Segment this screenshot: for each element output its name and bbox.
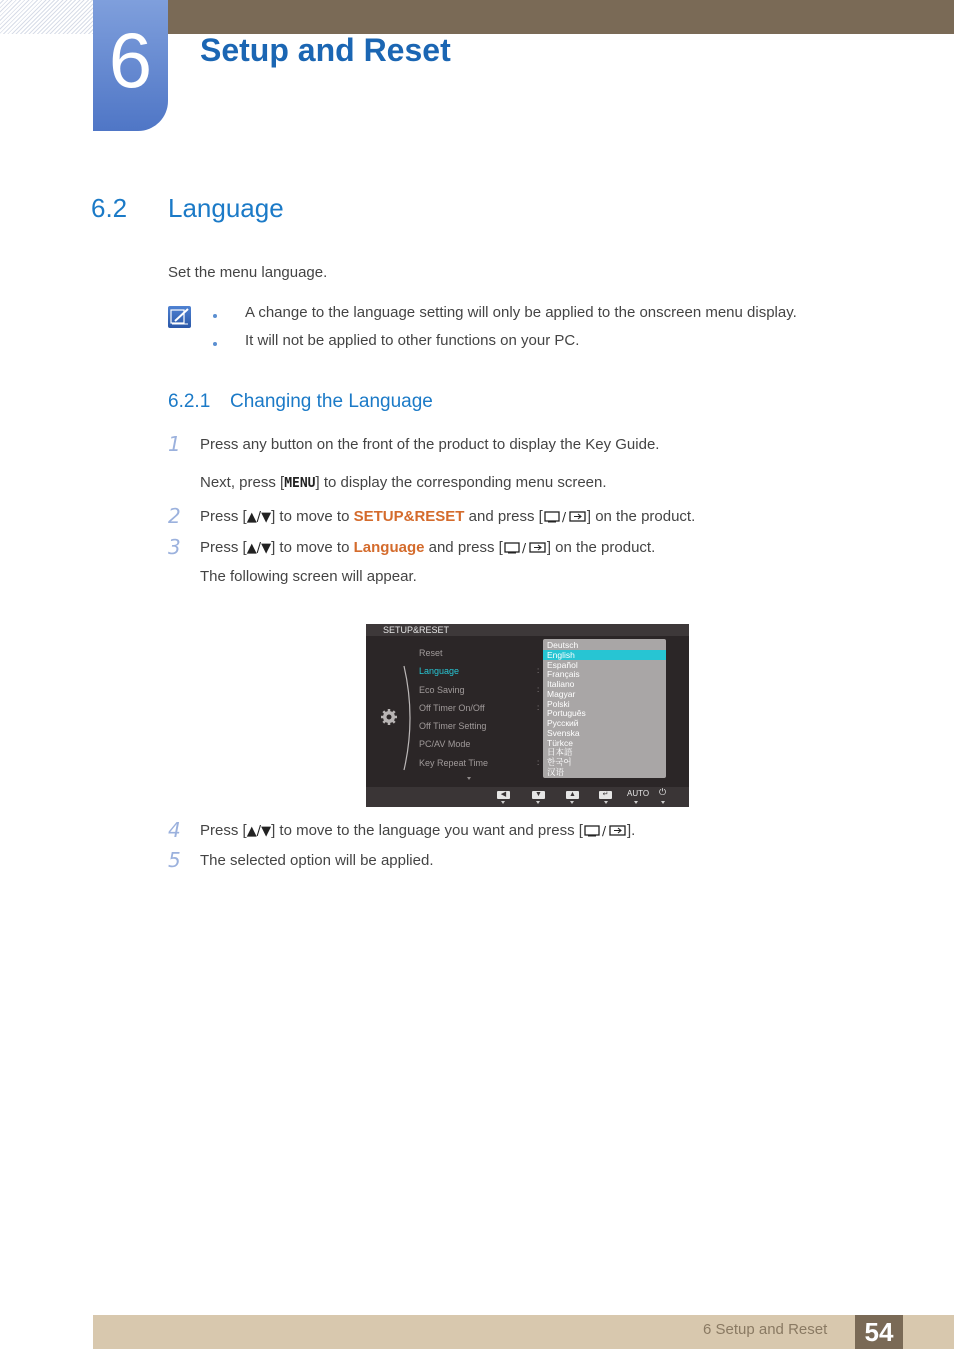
step-text: The selected option will be applied. [200,852,434,869]
step-number: 1 [168,432,181,456]
source-enter-button-icon [583,824,627,842]
chapter-title: Setup and Reset [200,32,451,68]
osd-menu-item-pc-av-mode[interactable]: PC/AV Mode [419,739,471,749]
subsection-title: Changing the Language [230,391,433,412]
osd-menu-item-language[interactable]: Language [419,666,460,676]
step-number: 5 [168,848,181,872]
language-option[interactable]: Español [547,660,578,670]
svg-text:/: / [601,824,606,838]
step-text [200,508,695,528]
step-number: 4 [168,818,181,842]
menu-key-label: MENU [284,476,316,491]
language-option[interactable]: 汉语 [547,767,565,777]
gear-icon [380,708,398,731]
up-down-arrow-icon: ▲/▼ [246,510,272,525]
language-option[interactable]: Italiano [547,679,575,689]
footer-chapter-label: 6 Setup and Reset [703,1321,828,1338]
note-item: A change to the language setting will only be applied to the onscreen menu display. [245,304,797,321]
step-text [200,822,635,842]
language-option[interactable]: Deutsch [547,640,579,650]
text-fragment: ] to display the corresponding menu screen. [315,474,607,491]
text-fragment: ] to move to the language you want and press [ [271,822,583,839]
page-number: 54 [855,1315,903,1349]
language-option[interactable]: Português [547,708,586,718]
language-option[interactable]: 한국어 [547,757,572,767]
auto-button[interactable]: AUTO [627,789,650,798]
bullet-dot [213,314,217,318]
language-option[interactable]: 日本語 [547,747,573,757]
text-fragment: and press [ [464,508,543,525]
text-fragment: Press [ [200,508,247,525]
text-fragment: ] to move to [271,508,354,525]
chapter-number: 6 [108,16,153,104]
language-option[interactable]: Magyar [547,689,576,699]
up-down-arrow-icon: ▲/▼ [246,824,272,839]
text-fragment: Press [ [200,539,247,556]
osd-separator: : [537,685,540,694]
text-fragment: ] on the product. [546,539,656,556]
step-text [200,539,655,559]
osd-menu-item-reset[interactable]: Reset [419,648,443,658]
language-option[interactable]: Svenska [547,728,580,738]
step-number: 3 [168,535,181,559]
language-option[interactable]: Polski [547,699,570,709]
svg-text:/: / [561,510,566,524]
note-item: It will not be applied to other functions on your PC. [245,332,580,349]
bullet-dot [213,342,217,346]
language-option[interactable]: Français [547,669,580,679]
osd-screenshot [366,624,689,807]
button-marker [570,801,574,804]
osd-separator: : [537,758,540,767]
chapter-number-tab [93,0,168,131]
text-fragment: ]. [626,822,636,839]
language-option[interactable]: Русский [547,718,579,728]
left-button-icon[interactable]: ◀ [497,791,510,799]
source-enter-button-icon [503,541,547,559]
button-marker [634,801,638,804]
source-enter-button-icon [543,510,587,528]
text-fragment: and press [ [424,539,503,556]
button-marker [661,801,665,804]
enter-button-icon[interactable]: ↵ [599,791,612,799]
button-marker [604,801,608,804]
osd-menu-item-eco-saving[interactable]: Eco Saving [419,685,465,695]
section-title: Language [168,193,284,223]
up-button-icon[interactable]: ▲ [566,791,579,799]
subsection-number: 6.2.1 [168,391,211,412]
osd-separator: : [537,703,540,712]
step-text: Press any button on the front of the product to display the Key Guide. [200,436,660,453]
highlight-setup-reset: SETUP&RESET [353,508,465,525]
osd-menu-item-off-timer-setting[interactable]: Off Timer Setting [419,721,487,731]
language-option-selected[interactable]: English [543,650,666,660]
power-icon[interactable]: ⏻ [659,788,667,798]
osd-separator: : [537,666,540,675]
osd-title: SETUP&RESET [383,625,450,635]
highlight-language: Language [353,539,425,556]
menu-arc [402,664,414,777]
text-fragment: ] on the product. [586,508,696,525]
osd-menu-item-key-repeat-time[interactable]: Key Repeat Time [419,758,489,768]
section-number: 6.2 [91,193,128,223]
button-marker [501,801,505,804]
text-fragment: Next, press [ [200,474,285,491]
osd-scroll-down-icon [467,777,471,780]
down-button-icon[interactable]: ▼ [532,791,545,799]
text-fragment: Press [ [200,822,247,839]
step-text: The following screen will appear. [200,568,417,585]
header-hatch [0,0,93,34]
language-option[interactable]: Türkce [547,738,573,748]
text-fragment: ] to move to [271,539,354,556]
note-icon [168,306,191,328]
osd-menu-item-off-timer-on-off[interactable]: Off Timer On/Off [419,703,485,713]
osd-key-guide [366,787,689,807]
osd-language-list[interactable] [543,639,666,778]
header-bar [93,0,954,34]
section-intro: Set the menu language. [168,264,328,281]
step-number: 2 [168,504,181,528]
up-down-arrow-icon: ▲/▼ [246,541,272,556]
svg-text:/: / [521,541,526,555]
step-text-menu [200,474,607,491]
button-marker [536,801,540,804]
